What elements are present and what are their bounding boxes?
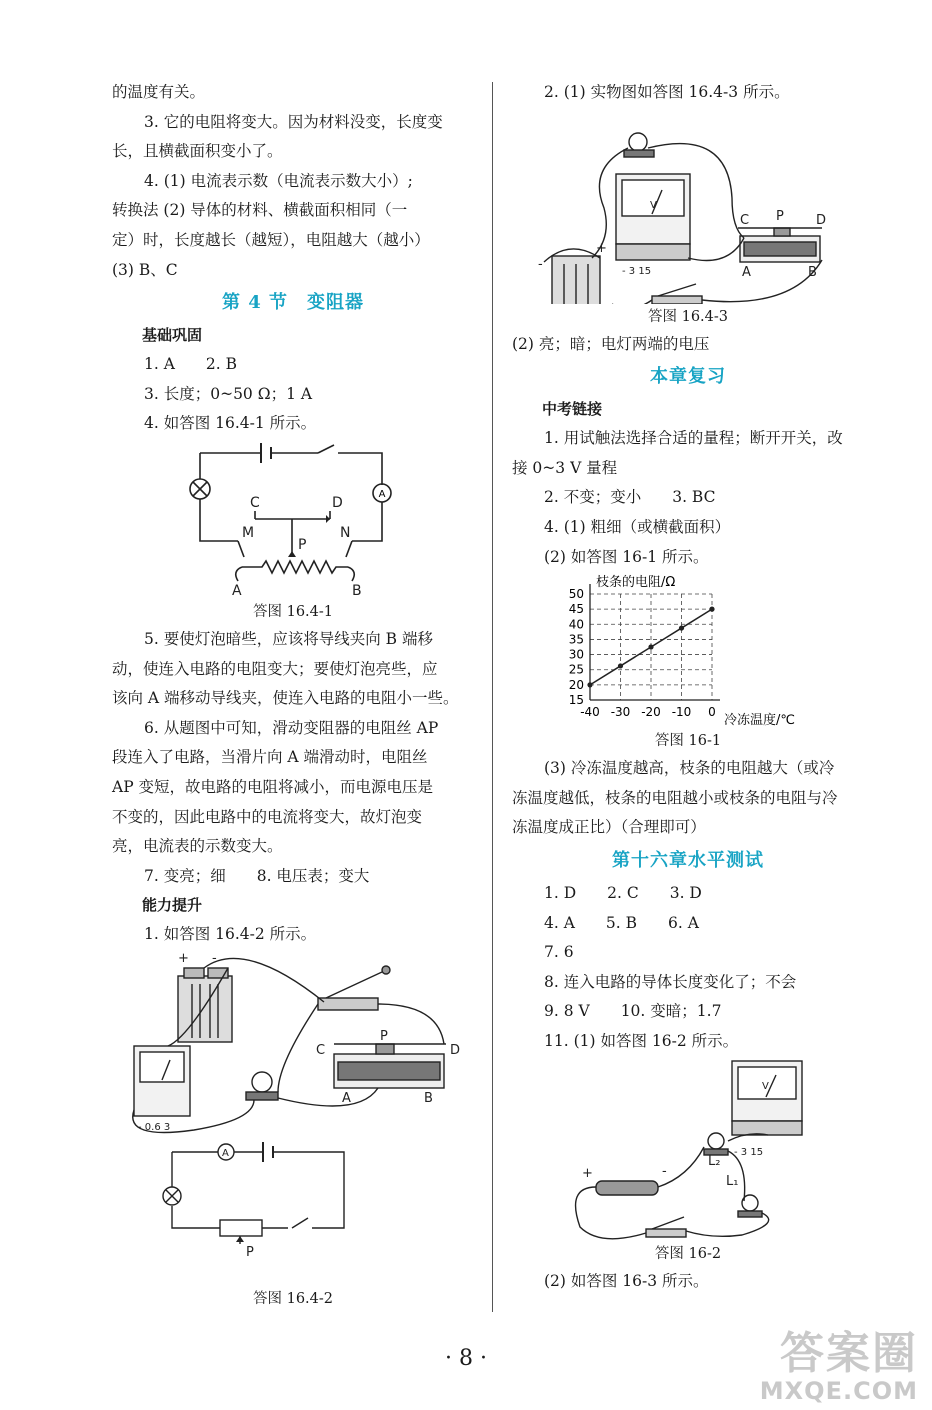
svg-text:A: A bbox=[378, 488, 386, 500]
meter-letter: V bbox=[762, 1080, 769, 1092]
data-point bbox=[679, 626, 684, 631]
y-tick-label: 20 bbox=[568, 678, 584, 693]
subsection-heading: 基础巩固 bbox=[142, 326, 203, 345]
y-tick-label: 50 bbox=[568, 587, 584, 602]
text-line: 接 0~3 V 量程 bbox=[512, 458, 618, 477]
text-line: 2. 不变；变小 3. BC bbox=[544, 488, 716, 507]
text-line: 5. 要使灯泡暗些，应该将导线夹向 B 端移 bbox=[144, 629, 433, 648]
text-line: 7. 6 bbox=[544, 943, 574, 962]
text-line: 3. 长度；0~50 Ω；1 A bbox=[144, 384, 313, 403]
data-point bbox=[587, 682, 592, 687]
text-line: 3. 它的电阻将变大。因为材料没变，长度变 bbox=[144, 112, 443, 131]
label-D: D bbox=[450, 1042, 461, 1058]
label-slider-P: P bbox=[246, 1244, 254, 1260]
text-line: 4. A 5. B 6. A bbox=[544, 913, 699, 932]
label-plus: + bbox=[582, 1165, 593, 1181]
subsection-heading: 中考链接 bbox=[542, 400, 603, 419]
text-line: 4. (1) 电流表示数（电流表示数大小）; bbox=[144, 171, 413, 190]
label-C: C bbox=[316, 1042, 326, 1058]
text-line: 长，且横截面积变小了。 bbox=[112, 142, 283, 161]
text-line: (2) 亮；暗；电灯两端的电压 bbox=[512, 334, 710, 353]
chart-xlabel: 冷冻温度/℃ bbox=[724, 713, 795, 729]
label-minus: - bbox=[212, 950, 217, 966]
text-line: 亮，电流表的示数变大。 bbox=[112, 837, 283, 856]
y-tick-label: 35 bbox=[568, 632, 584, 647]
text-line: 转换法 (2) 导体的材料、横截面积相同（一 bbox=[112, 201, 408, 220]
text-line: (3) 冷冻温度越高，枝条的电阻越大（或冷 bbox=[544, 759, 835, 778]
text-line: 该向 A 端移动导线夹，使连入电路的电阻小一些。 bbox=[112, 689, 459, 708]
page-number: · 8 · bbox=[445, 1346, 487, 1371]
figure-caption: 答图 16-2 bbox=[654, 1245, 722, 1262]
label-L2: L₂ bbox=[708, 1153, 721, 1169]
text-line: 定）时，长度越长（越短），电阻越大（越小） bbox=[112, 230, 430, 249]
text-line: AP 变短，故电路的电阻将减小，而电源电压是 bbox=[112, 777, 434, 796]
x-tick-label: -10 bbox=[671, 705, 692, 720]
subsection-heading: 能力提升 bbox=[142, 896, 203, 915]
label-A: A bbox=[342, 1090, 351, 1106]
y-tick-label: 40 bbox=[568, 617, 584, 632]
text-line: 4. 如答图 16.4-1 所示。 bbox=[144, 414, 317, 433]
label-B: B bbox=[352, 582, 362, 599]
text-line: 1. D 2. C 3. D bbox=[544, 883, 702, 902]
label-B: B bbox=[424, 1090, 433, 1106]
data-point bbox=[648, 645, 653, 650]
x-tick-label: 0 bbox=[708, 705, 716, 720]
text-line: 6. 从题图中可知，滑动变阻器的电阻丝 AP bbox=[144, 718, 439, 737]
label-C: C bbox=[250, 494, 260, 511]
text-line: 1. 如答图 16.4-2 所示。 bbox=[144, 925, 317, 944]
figure-caption: 答图 16.4-3 bbox=[647, 308, 729, 325]
text-line: (2) 如答图 16-3 所示。 bbox=[544, 1271, 709, 1290]
text-line: 冻温度越低，枝条的电阻越小或枝条的电阻与冷 bbox=[512, 788, 838, 807]
text-line: 1. A 2. B bbox=[144, 355, 238, 374]
label-plus: + bbox=[596, 240, 607, 256]
label-minus: - bbox=[662, 1163, 667, 1179]
y-tick-label: 15 bbox=[568, 693, 584, 708]
text-line: 11. (1) 如答图 16-2 所示。 bbox=[544, 1031, 739, 1050]
y-tick-label: 25 bbox=[568, 662, 584, 677]
label-P: P bbox=[298, 536, 307, 553]
label-A: A bbox=[742, 264, 751, 280]
watermark-brand: 答案圈 bbox=[780, 1328, 918, 1379]
x-tick-label: -30 bbox=[610, 705, 631, 720]
text-line: (3) B、C bbox=[112, 260, 178, 279]
text-line: 9. 8 V 10. 变暗；1.7 bbox=[544, 1002, 722, 1021]
label-M: M bbox=[242, 524, 255, 541]
text-line: 动，使连入电路的电阻变大；要使灯泡亮些，应 bbox=[112, 659, 438, 678]
text-line: 冻温度成正比）（合理即可） bbox=[512, 818, 706, 837]
text-line: 段连入了电路，当滑片向 A 端滑动时，电阻丝 bbox=[112, 748, 428, 767]
circuit-diagram-16-4-2 bbox=[112, 950, 474, 1286]
column-divider bbox=[492, 82, 493, 1312]
text-line: 4. (1) 粗细（或横截面积） bbox=[544, 517, 731, 536]
chart-ylabel: 枝条的电阻/Ω bbox=[596, 575, 676, 591]
text-line: 1. 用试触法选择合适的量程；断开开关，改 bbox=[544, 429, 843, 448]
x-tick-label: -40 bbox=[580, 705, 600, 720]
section-title: 本章复习 bbox=[650, 366, 726, 388]
watermark-url: MXQE.COM bbox=[759, 1377, 918, 1405]
label-plus: + bbox=[178, 950, 189, 966]
text-line: 7. 变亮；细 8. 电压表；变大 bbox=[144, 866, 370, 885]
watermark bbox=[760, 1330, 918, 1404]
left-column bbox=[112, 78, 474, 1312]
y-tick-label: 45 bbox=[568, 602, 584, 617]
circuit-diagram-16-4-3 bbox=[512, 108, 864, 304]
text-line: 2. (1) 实物图如答图 16.4-3 所示。 bbox=[544, 83, 790, 101]
text-line: 的温度有关。 bbox=[112, 83, 206, 101]
data-point bbox=[709, 607, 714, 612]
circuit-diagram-16-4-1 bbox=[112, 439, 474, 599]
label-D: D bbox=[332, 494, 343, 511]
section-title: 第 4 节 变阻器 bbox=[221, 292, 365, 314]
section-title: 第十六章水平测试 bbox=[612, 849, 764, 871]
label-N: N bbox=[340, 524, 351, 541]
meter-scale: - 3 15 bbox=[734, 1146, 764, 1158]
y-tick-label: 30 bbox=[568, 647, 584, 662]
label-C: C bbox=[740, 212, 750, 228]
right-column bbox=[512, 78, 864, 1296]
meter-scale: - 0.6 3 bbox=[138, 1121, 171, 1133]
x-tick-label: -20 bbox=[641, 705, 661, 720]
chart-resistance-vs-temperature bbox=[512, 572, 864, 728]
label-P: P bbox=[380, 1028, 388, 1044]
label-B: B bbox=[808, 264, 817, 280]
figure-caption: 答图 16.4-2 bbox=[252, 1290, 334, 1307]
label-D: D bbox=[816, 212, 827, 228]
label-L1: L₁ bbox=[726, 1173, 739, 1189]
figure-caption: 答图 16.4-1 bbox=[252, 603, 334, 620]
text-line: 不变的，因此电路中的电流将变大，故灯泡变 bbox=[112, 807, 423, 826]
data-point bbox=[618, 663, 623, 668]
figure-caption: 答图 16-1 bbox=[654, 733, 722, 750]
label-A: A bbox=[232, 582, 242, 599]
label-P: P bbox=[776, 208, 784, 224]
meter-scale: - 3 15 bbox=[622, 265, 652, 277]
circuit-diagram-16-2 bbox=[512, 1057, 864, 1241]
meter-letter: V bbox=[650, 199, 657, 211]
text-line: (2) 如答图 16-1 所示。 bbox=[544, 547, 709, 566]
label-minus: - bbox=[538, 256, 543, 272]
text-line: 8. 连入电路的导体长度变化了；不会 bbox=[544, 972, 797, 991]
ammeter-letter: A bbox=[222, 1147, 229, 1159]
